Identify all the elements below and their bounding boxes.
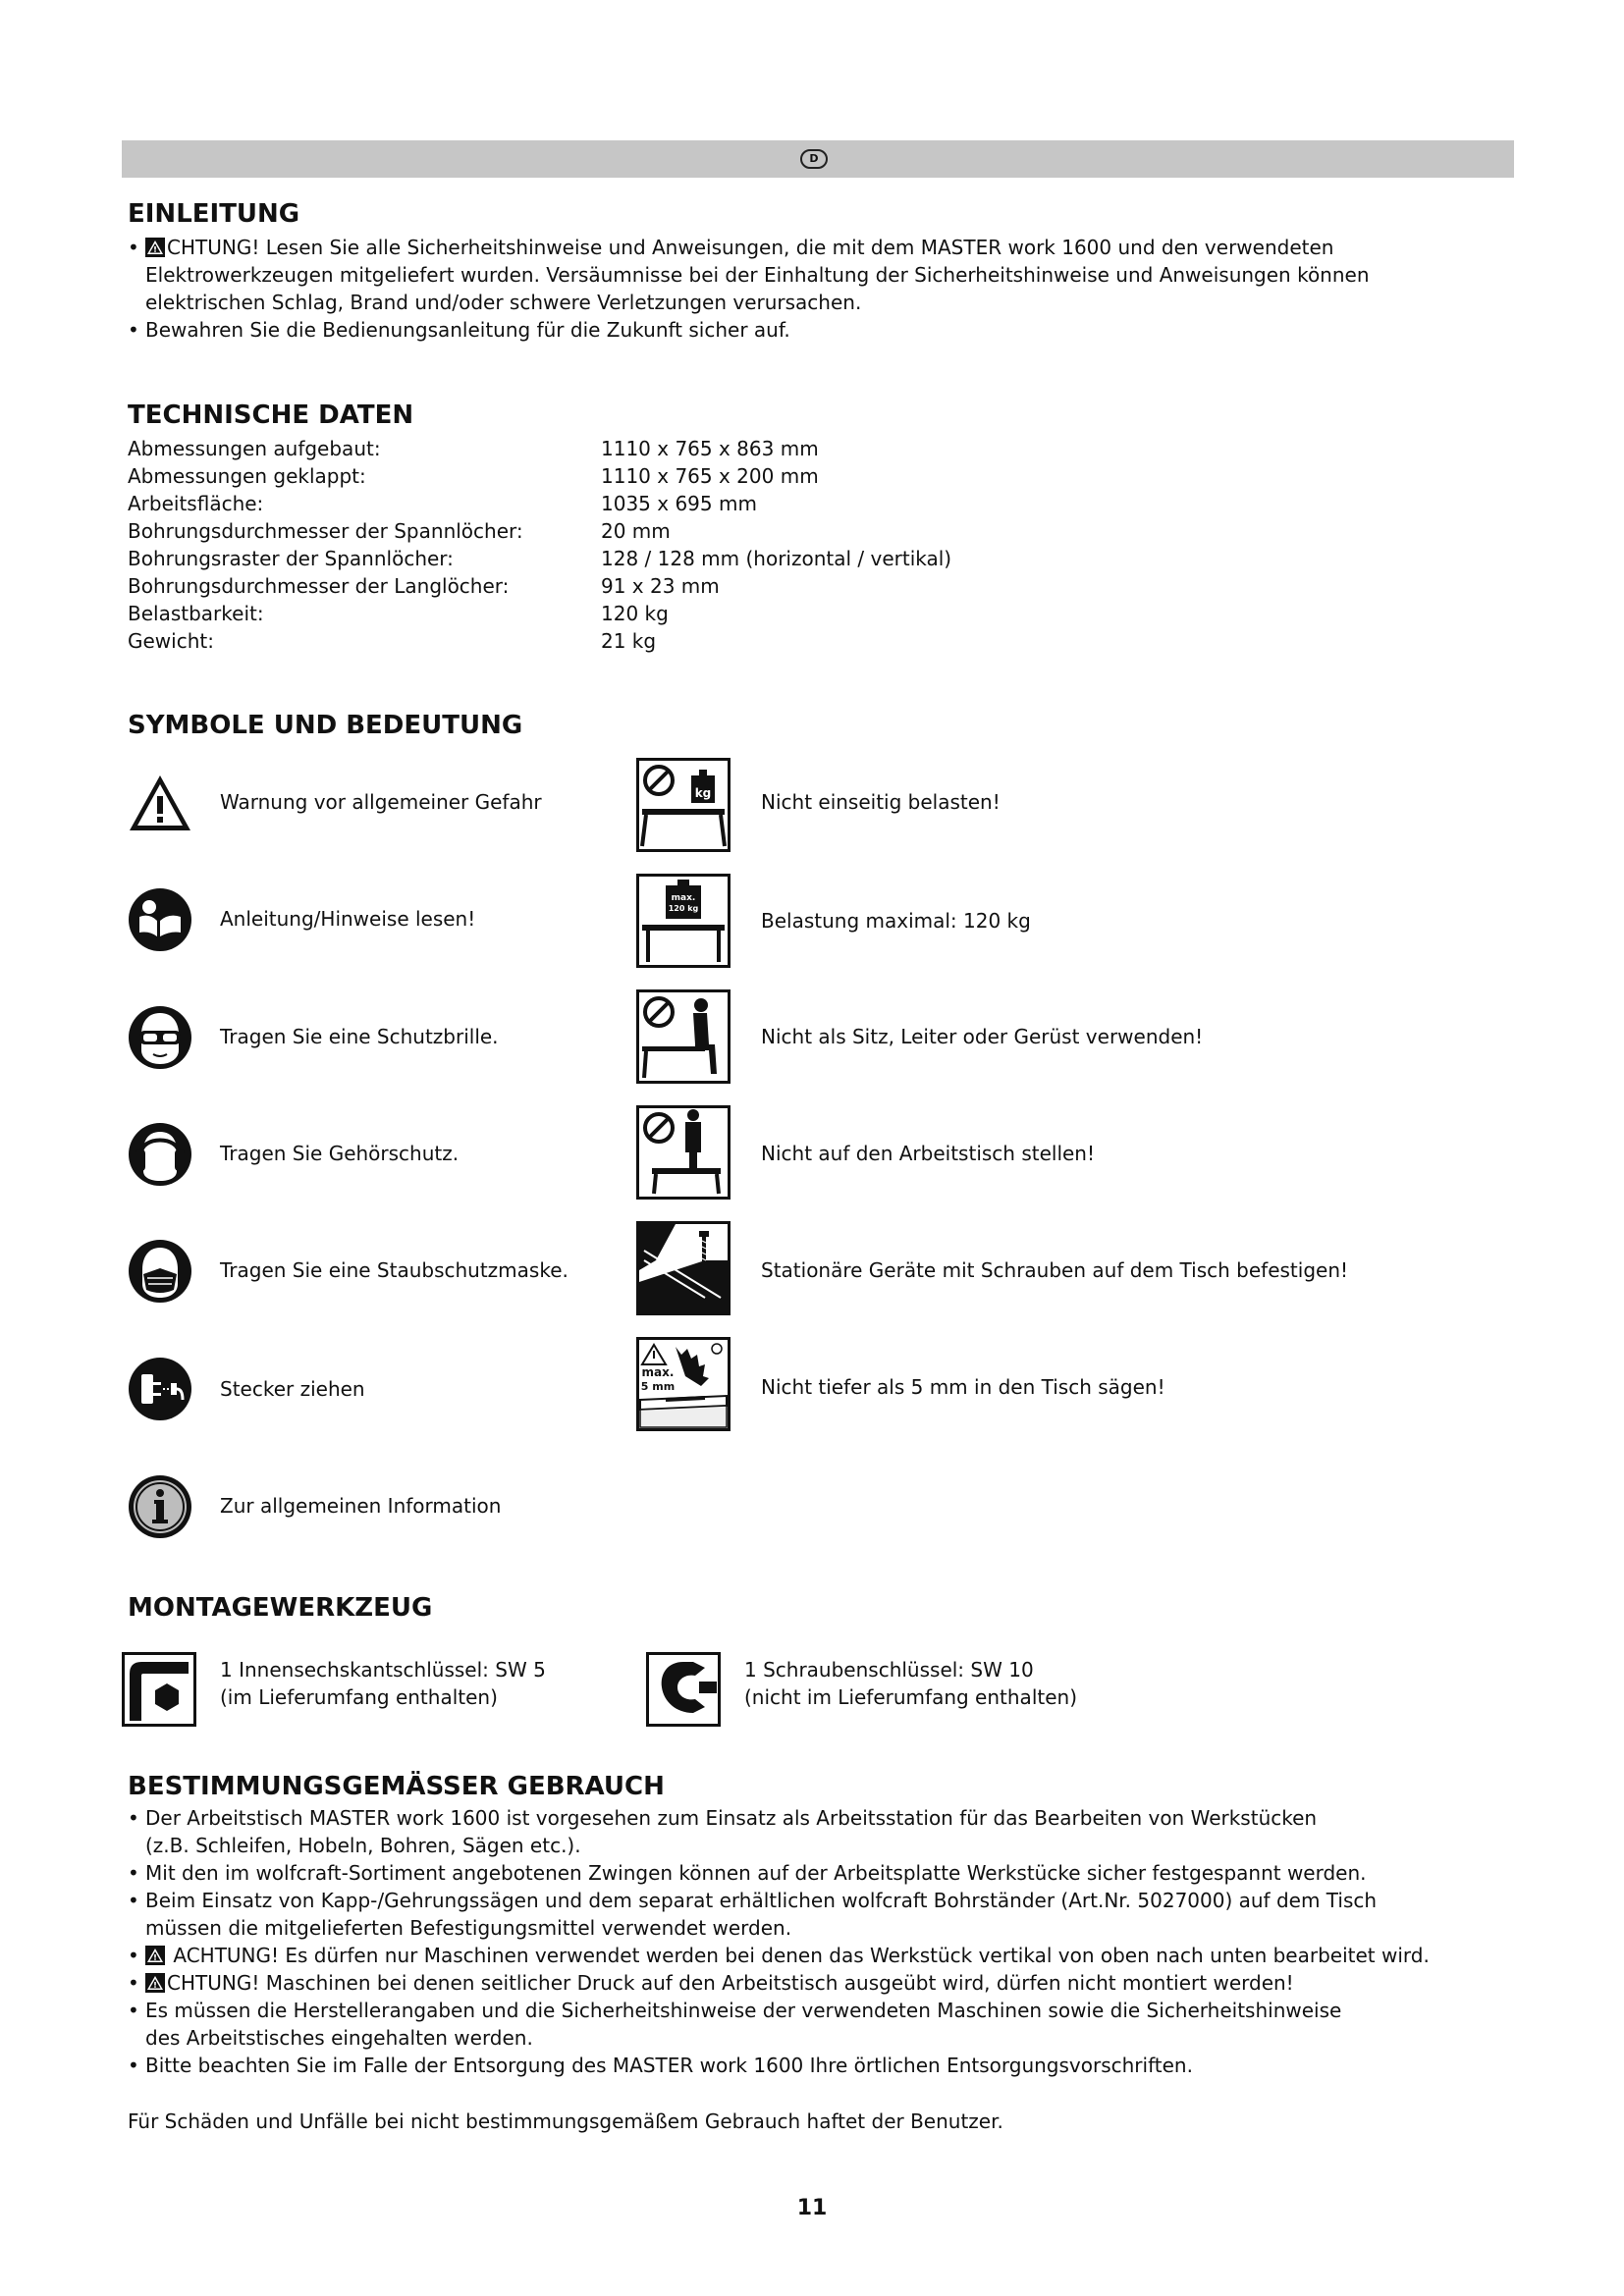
list-item: • Mit den im wolfcraft-Sortiment angebotenen Zwingen können auf der Arbeitsplatte Werkstücke sicher festgespannt werden.	[128, 1859, 1542, 1887]
gebrauch-text-line: (z.B. Schleifen, Hobeln, Bohren, Sägen etc.).	[145, 1834, 581, 1857]
einleitung-text-line: elektrischen Schlag, Brand und/oder schwere Verletzungen verursachen.	[145, 291, 862, 314]
symbol-label: Tragen Sie eine Schutzbrille.	[220, 1025, 499, 1048]
ear-protection-icon	[128, 1122, 192, 1187]
spec-value: 128 / 128 mm (horizontal / vertikal)	[601, 547, 952, 570]
einleitung-text-line: Elektrowerkzeugen mitgeliefert wurden. Versäumnisse bei der Einhaltung der Sicherheitshinweise und Anweisungen können	[145, 263, 1370, 287]
tool2-line2: (nicht im Lieferumfang enthalten)	[744, 1685, 1077, 1709]
gebrauch-text-line: müssen die mitgelieferten Befestigungsmittel verwendet werden.	[145, 1916, 792, 1940]
kg-label: kg	[694, 786, 712, 800]
gebrauch-text-line: Es müssen die Herstellerangaben und die Sicherheitshinweise der verwendeten Maschinen sowie die Sicherheitshinweise	[145, 1999, 1342, 2022]
list-item	[128, 1804, 1542, 1859]
gebrauch-text-line: CHTUNG! Maschinen bei denen seitlicher Druck auf den Arbeitstisch ausgeübt wird, dürfen nicht montiert werden!	[167, 1971, 1294, 1995]
gebrauch-text-line: ACHTUNG! Es dürfen nur Maschinen verwendet werden bei denen das Werkstück vertikal von oben nach unten bearbeitet wird.	[173, 1944, 1430, 1967]
symbol-label: Belastung maximal: 120 kg	[761, 909, 1031, 933]
symbol-label: Nicht auf den Arbeitstisch stellen!	[761, 1142, 1095, 1165]
gebrauch-text-line: Der Arbeitstisch MASTER work 1600 ist vorgesehen zum Einsatz als Arbeitsstation für das Bearbeiten von Werkstücken	[145, 1806, 1318, 1830]
symbol-label: Nicht als Sitz, Leiter oder Gerüst verwenden!	[761, 1025, 1204, 1048]
tool1-line1: 1 Innensechskantschlüssel: SW 5	[220, 1658, 546, 1682]
max-saw-depth-icon	[636, 1337, 731, 1431]
symbol-label: Tragen Sie eine Staubschutzmaske.	[220, 1258, 568, 1282]
max-depth-label: 5 mm	[640, 1380, 676, 1393]
section-title-einleitung: EINLEITUNG	[128, 199, 300, 229]
section-title-gebrauch: BESTIMMUNGSGEMÄSSER GEBRAUCH	[128, 1772, 665, 1801]
list-item	[128, 1969, 1542, 1997]
liability-note: Für Schäden und Unfälle bei nicht bestimmungsgemäßem Gebrauch haftet der Benutzer.	[128, 2109, 1003, 2133]
max-load-label: 120 kg	[668, 904, 699, 913]
read-manual-icon	[128, 887, 192, 952]
tool2-line1: 1 Schraubenschlüssel: SW 10	[744, 1658, 1034, 1682]
list-item: • Bitte beachten Sie im Falle der Entsorgung des MASTER work 1600 Ihre örtlichen Entsorgungsvorschriften.	[128, 2052, 1542, 2079]
spec-value: 20 mm	[601, 519, 671, 543]
unplug-icon	[128, 1357, 192, 1421]
language-badge: D	[800, 149, 828, 169]
wrench-icon	[646, 1652, 721, 1727]
symbol-label: Stationäre Geräte mit Schrauben auf dem Tisch befestigen!	[761, 1258, 1349, 1282]
spec-value: 1110 x 765 x 863 mm	[601, 437, 819, 460]
max-depth-max-label: max.	[641, 1365, 675, 1379]
spec-table	[128, 435, 951, 655]
list-item	[128, 1997, 1542, 2052]
list-item: • Bewahren Sie die Bedienungsanleitung für die Zukunft sicher auf.	[128, 316, 1522, 344]
einleitung-text-line: CHTUNG! Lesen Sie alle Sicherheitshinweise und Anweisungen, die mit dem MASTER work 1600 und den verwendeten	[167, 236, 1334, 259]
spec-label: Bohrungsraster der Spannlöcher:	[128, 547, 454, 570]
table-row	[128, 600, 951, 627]
spec-label: Arbeitsfläche:	[128, 492, 264, 515]
spec-label: Abmessungen geklappt:	[128, 464, 366, 488]
symbol-label: Nicht tiefer als 5 mm in den Tisch sägen!	[761, 1375, 1165, 1399]
gebrauch-list	[128, 1804, 1542, 2079]
spec-label: Gewicht:	[128, 629, 214, 653]
spec-value: 21 kg	[601, 629, 657, 653]
table-row	[128, 462, 951, 490]
max-label: max.	[671, 893, 696, 903]
table-row	[128, 517, 951, 545]
symbol-label: Nicht einseitig belasten!	[761, 790, 1001, 814]
spec-label: Bohrungsdurchmesser der Spannlöcher:	[128, 519, 523, 543]
section-title-technische-daten: TECHNISCHE DATEN	[128, 400, 414, 430]
spec-label: Belastbarkeit:	[128, 602, 264, 625]
warning-small-icon	[145, 1946, 165, 1965]
symbol-label: Stecker ziehen	[220, 1377, 365, 1401]
section-title-symbole: SYMBOLE UND BEDEUTUNG	[128, 711, 523, 740]
symbol-label: Zur allgemeinen Information	[220, 1494, 502, 1518]
tool1-line2: (im Lieferumfang enthalten)	[220, 1685, 498, 1709]
einleitung-list	[128, 234, 1522, 344]
list-item	[128, 1887, 1542, 1942]
hex-key-icon	[122, 1652, 196, 1727]
spec-label: Abmessungen aufgebaut:	[128, 437, 381, 460]
table-row	[128, 545, 951, 572]
table-row	[128, 627, 951, 655]
spec-value: 1035 x 695 mm	[601, 492, 757, 515]
safety-goggles-icon	[128, 1005, 192, 1070]
no-standing-icon	[636, 1105, 731, 1200]
warning-small-icon	[145, 238, 165, 257]
general-warning-icon	[128, 774, 192, 832]
spec-value: 1110 x 765 x 200 mm	[601, 464, 819, 488]
gebrauch-text-line: des Arbeitstisches eingehalten werden.	[145, 2026, 533, 2050]
warning-small-icon	[145, 1973, 165, 1993]
page-number: 11	[796, 2196, 828, 2220]
screw-fixing-icon	[636, 1221, 731, 1315]
symbol-label: Anleitung/Hinweise lesen!	[220, 907, 476, 931]
list-item	[128, 234, 1522, 316]
table-row	[128, 572, 951, 600]
no-one-sided-load-icon	[636, 758, 731, 852]
gebrauch-text-line: Beim Einsatz von Kapp-/Gehrungssägen und dem separat erhältlichen wolfcraft Bohrständer (Art.Nr. 5027000) auf dem Tisch	[145, 1889, 1378, 1912]
spec-label: Bohrungsdurchmesser der Langlöcher:	[128, 574, 510, 598]
table-row	[128, 490, 951, 517]
spec-value: 120 kg	[601, 602, 669, 625]
information-icon	[128, 1474, 192, 1539]
dust-mask-icon	[128, 1239, 192, 1304]
no-sitting-icon	[636, 989, 731, 1084]
table-row	[128, 435, 951, 462]
spec-value: 91 x 23 mm	[601, 574, 720, 598]
max-load-icon	[636, 874, 731, 968]
symbol-label: Warnung vor allgemeiner Gefahr	[220, 790, 542, 814]
list-item	[128, 1942, 1542, 1969]
section-title-montagewerkzeug: MONTAGEWERKZEUG	[128, 1593, 433, 1623]
symbol-label: Tragen Sie Gehörschutz.	[220, 1142, 460, 1165]
